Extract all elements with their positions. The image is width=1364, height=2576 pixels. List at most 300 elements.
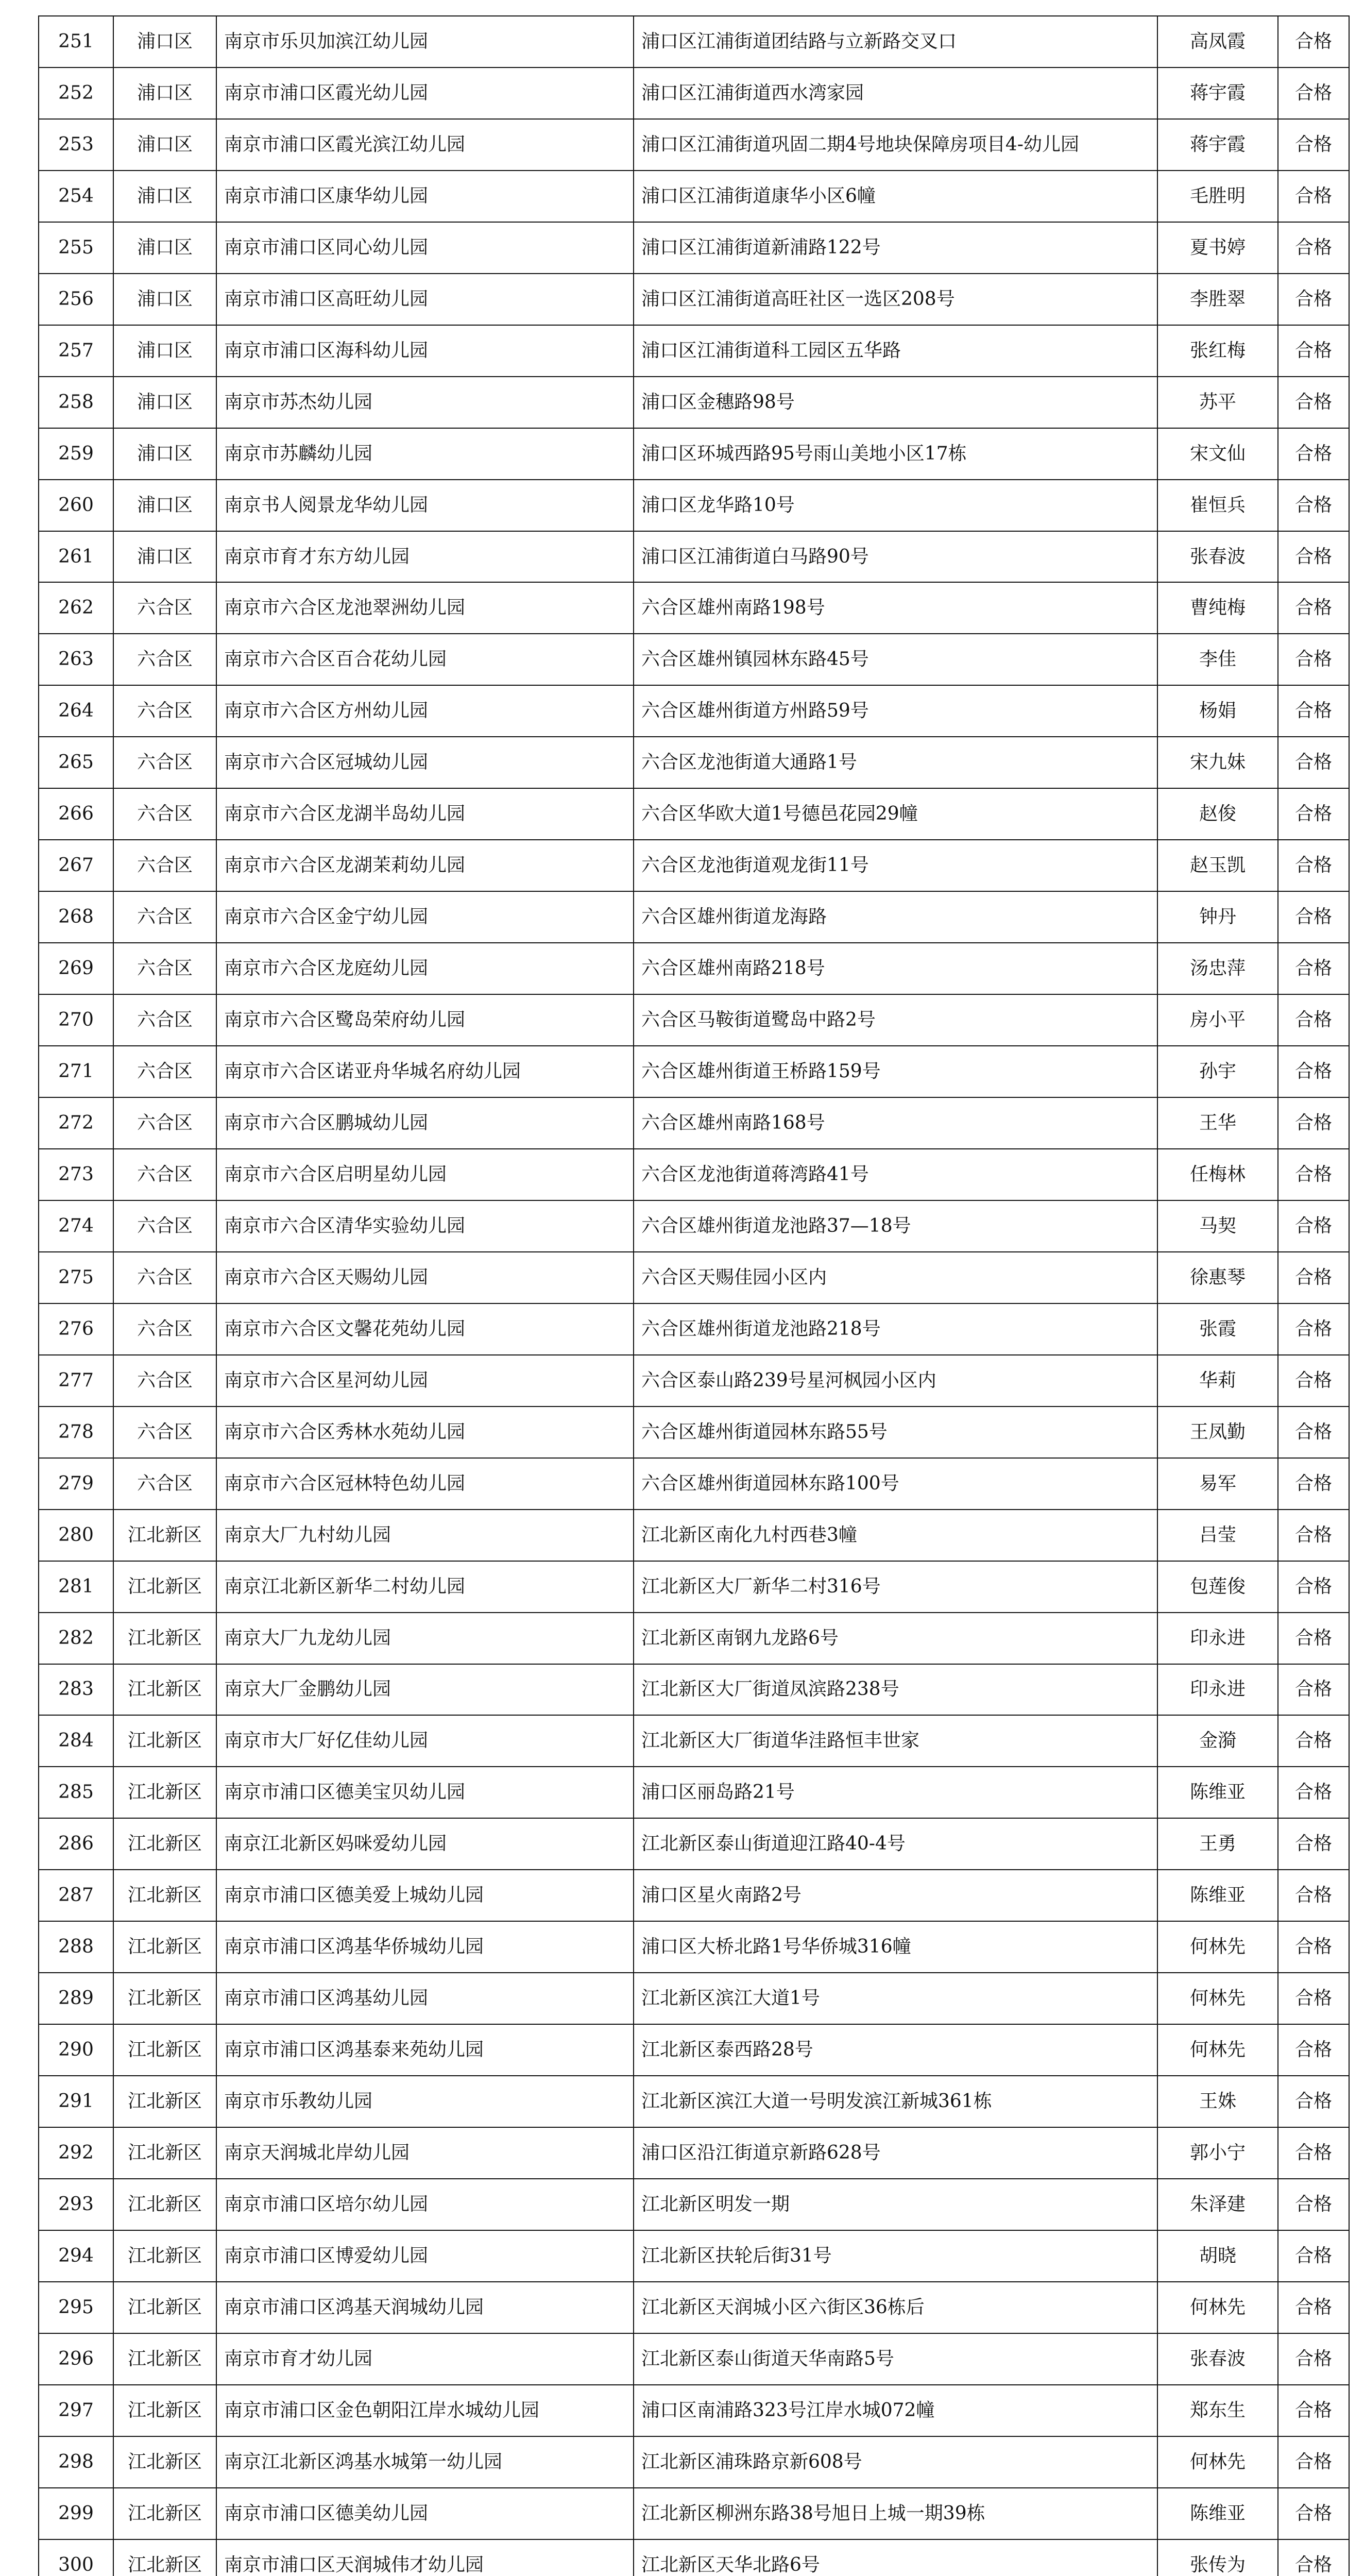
address-cell: 浦口区龙华路10号 bbox=[634, 480, 1157, 531]
address-cell: 浦口区南浦路323号江岸水城072幢 bbox=[634, 2385, 1157, 2436]
table-row bbox=[39, 531, 1349, 583]
district-cell: 六合区 bbox=[113, 1097, 216, 1149]
row-number-cell: 275 bbox=[39, 1252, 113, 1303]
table-row bbox=[39, 1355, 1349, 1406]
kindergarten-name-cell: 南京市浦口区高旺幼儿园 bbox=[216, 274, 634, 325]
address-cell: 六合区雄州街道方州路59号 bbox=[634, 685, 1157, 737]
table-row bbox=[39, 1870, 1349, 1921]
kindergarten-name-cell: 南京市浦口区霞光滨江幼儿园 bbox=[216, 119, 634, 171]
result-cell: 合格 bbox=[1278, 685, 1349, 737]
district-cell: 浦口区 bbox=[113, 171, 216, 222]
principal-cell: 易军 bbox=[1157, 1458, 1278, 1510]
row-number-cell: 261 bbox=[39, 531, 113, 583]
result-cell: 合格 bbox=[1278, 2539, 1349, 2576]
result-cell: 合格 bbox=[1278, 1510, 1349, 1561]
principal-cell: 陈维亚 bbox=[1157, 1767, 1278, 1818]
district-cell: 江北新区 bbox=[113, 1613, 216, 1664]
kindergarten-name-cell: 南京市浦口区鸿基华侨城幼儿园 bbox=[216, 1921, 634, 1973]
kindergarten-name-cell: 南京天润城北岸幼儿园 bbox=[216, 2127, 634, 2179]
kindergarten-name-cell: 南京市六合区冠林特色幼儿园 bbox=[216, 1458, 634, 1510]
principal-cell: 吕莹 bbox=[1157, 1510, 1278, 1561]
principal-cell: 何林先 bbox=[1157, 2282, 1278, 2333]
address-cell: 六合区龙池街道观龙街11号 bbox=[634, 840, 1157, 891]
table-row bbox=[39, 2436, 1349, 2488]
row-number-cell: 286 bbox=[39, 1818, 113, 1870]
table-row bbox=[39, 1458, 1349, 1510]
table-row bbox=[39, 1818, 1349, 1870]
address-cell: 江北新区大厂街道凤滨路238号 bbox=[634, 1664, 1157, 1716]
address-cell: 六合区雄州南路168号 bbox=[634, 1097, 1157, 1149]
result-cell: 合格 bbox=[1278, 1664, 1349, 1716]
row-number-cell: 281 bbox=[39, 1561, 113, 1613]
table-row bbox=[39, 325, 1349, 377]
district-cell: 六合区 bbox=[113, 1149, 216, 1200]
row-number-cell: 270 bbox=[39, 994, 113, 1046]
district-cell: 六合区 bbox=[113, 634, 216, 685]
district-cell: 六合区 bbox=[113, 737, 216, 788]
result-cell: 合格 bbox=[1278, 16, 1349, 67]
row-number-cell: 269 bbox=[39, 943, 113, 994]
kindergarten-name-cell: 南京市六合区龙池翠洲幼儿园 bbox=[216, 582, 634, 634]
kindergarten-name-cell: 南京市六合区天赐幼儿园 bbox=[216, 1252, 634, 1303]
principal-cell: 郑东生 bbox=[1157, 2385, 1278, 2436]
kindergarten-name-cell: 南京大厂九龙幼儿园 bbox=[216, 1613, 634, 1664]
district-cell: 浦口区 bbox=[113, 377, 216, 428]
row-number-cell: 265 bbox=[39, 737, 113, 788]
district-cell: 六合区 bbox=[113, 1458, 216, 1510]
district-cell: 江北新区 bbox=[113, 2436, 216, 2488]
document-page bbox=[38, 15, 1349, 2576]
district-cell: 江北新区 bbox=[113, 2488, 216, 2539]
result-cell: 合格 bbox=[1278, 1715, 1349, 1767]
row-number-cell: 258 bbox=[39, 377, 113, 428]
table-row bbox=[39, 2282, 1349, 2333]
row-number-cell: 292 bbox=[39, 2127, 113, 2179]
row-number-cell: 299 bbox=[39, 2488, 113, 2539]
result-cell: 合格 bbox=[1278, 2179, 1349, 2230]
district-cell: 浦口区 bbox=[113, 16, 216, 67]
principal-cell: 王姝 bbox=[1157, 2076, 1278, 2127]
kindergarten-name-cell: 南京市六合区文馨花苑幼儿园 bbox=[216, 1303, 634, 1355]
address-cell: 六合区雄州镇园林东路45号 bbox=[634, 634, 1157, 685]
kindergarten-name-cell: 南京江北新区妈咪爱幼儿园 bbox=[216, 1818, 634, 1870]
district-cell: 六合区 bbox=[113, 943, 216, 994]
principal-cell: 张春波 bbox=[1157, 2333, 1278, 2385]
district-cell: 浦口区 bbox=[113, 274, 216, 325]
kindergarten-name-cell: 南京市大厂好亿佳幼儿园 bbox=[216, 1715, 634, 1767]
table-row bbox=[39, 1097, 1349, 1149]
row-number-cell: 266 bbox=[39, 788, 113, 840]
row-number-cell: 254 bbox=[39, 171, 113, 222]
row-number-cell: 295 bbox=[39, 2282, 113, 2333]
principal-cell: 王凤勤 bbox=[1157, 1406, 1278, 1458]
kindergarten-name-cell: 南京市浦口区德美爱上城幼儿园 bbox=[216, 1870, 634, 1921]
table-row bbox=[39, 840, 1349, 891]
table-row bbox=[39, 16, 1349, 67]
address-cell: 浦口区大桥北路1号华侨城316幢 bbox=[634, 1921, 1157, 1973]
principal-cell: 陈维亚 bbox=[1157, 2488, 1278, 2539]
district-cell: 江北新区 bbox=[113, 1767, 216, 1818]
principal-cell: 赵俊 bbox=[1157, 788, 1278, 840]
district-cell: 江北新区 bbox=[113, 2076, 216, 2127]
principal-cell: 金漪 bbox=[1157, 1715, 1278, 1767]
district-cell: 江北新区 bbox=[113, 2179, 216, 2230]
row-number-cell: 297 bbox=[39, 2385, 113, 2436]
address-cell: 六合区雄州南路198号 bbox=[634, 582, 1157, 634]
row-number-cell: 259 bbox=[39, 428, 113, 480]
kindergarten-name-cell: 南京市浦口区鸿基天润城幼儿园 bbox=[216, 2282, 634, 2333]
district-cell: 六合区 bbox=[113, 994, 216, 1046]
result-cell: 合格 bbox=[1278, 1303, 1349, 1355]
kindergarten-name-cell: 南京市六合区金宁幼儿园 bbox=[216, 891, 634, 943]
result-cell: 合格 bbox=[1278, 274, 1349, 325]
result-cell: 合格 bbox=[1278, 2488, 1349, 2539]
address-cell: 浦口区丽岛路21号 bbox=[634, 1767, 1157, 1818]
result-cell: 合格 bbox=[1278, 634, 1349, 685]
result-cell: 合格 bbox=[1278, 171, 1349, 222]
principal-cell: 房小平 bbox=[1157, 994, 1278, 1046]
row-number-cell: 262 bbox=[39, 582, 113, 634]
district-cell: 六合区 bbox=[113, 1046, 216, 1097]
row-number-cell: 253 bbox=[39, 119, 113, 171]
district-cell: 六合区 bbox=[113, 788, 216, 840]
table-row bbox=[39, 1406, 1349, 1458]
kindergarten-name-cell: 南京市浦口区培尔幼儿园 bbox=[216, 2179, 634, 2230]
address-cell: 六合区雄州南路218号 bbox=[634, 943, 1157, 994]
table-row bbox=[39, 2333, 1349, 2385]
principal-cell: 陈维亚 bbox=[1157, 1870, 1278, 1921]
table-row bbox=[39, 2539, 1349, 2576]
row-number-cell: 256 bbox=[39, 274, 113, 325]
district-cell: 江北新区 bbox=[113, 1818, 216, 1870]
address-cell: 江北新区南钢九龙路6号 bbox=[634, 1613, 1157, 1664]
kindergarten-name-cell: 南京市浦口区鸿基泰来苑幼儿园 bbox=[216, 2024, 634, 2076]
district-cell: 六合区 bbox=[113, 685, 216, 737]
row-number-cell: 300 bbox=[39, 2539, 113, 2576]
kindergarten-name-cell: 南京市六合区清华实验幼儿园 bbox=[216, 1200, 634, 1252]
result-cell: 合格 bbox=[1278, 480, 1349, 531]
district-cell: 浦口区 bbox=[113, 531, 216, 583]
address-cell: 浦口区江浦街道康华小区6幢 bbox=[634, 171, 1157, 222]
result-cell: 合格 bbox=[1278, 2230, 1349, 2282]
result-cell: 合格 bbox=[1278, 1046, 1349, 1097]
address-cell: 六合区天赐佳园小区内 bbox=[634, 1252, 1157, 1303]
row-number-cell: 268 bbox=[39, 891, 113, 943]
principal-cell: 包莲俊 bbox=[1157, 1561, 1278, 1613]
principal-cell: 何林先 bbox=[1157, 2436, 1278, 2488]
row-number-cell: 293 bbox=[39, 2179, 113, 2230]
row-number-cell: 285 bbox=[39, 1767, 113, 1818]
address-cell: 六合区华欧大道1号德邑花园29幢 bbox=[634, 788, 1157, 840]
address-cell: 江北新区滨江大道一号明发滨江新城361栋 bbox=[634, 2076, 1157, 2127]
result-cell: 合格 bbox=[1278, 840, 1349, 891]
principal-cell: 李佳 bbox=[1157, 634, 1278, 685]
table-row bbox=[39, 943, 1349, 994]
kindergarten-name-cell: 南京市六合区龙湖半岛幼儿园 bbox=[216, 788, 634, 840]
district-cell: 六合区 bbox=[113, 1303, 216, 1355]
kindergarten-name-cell: 南京市浦口区金色朝阳江岸水城幼儿园 bbox=[216, 2385, 634, 2436]
table-row bbox=[39, 1046, 1349, 1097]
principal-cell: 马契 bbox=[1157, 1200, 1278, 1252]
principal-cell: 王勇 bbox=[1157, 1818, 1278, 1870]
principal-cell: 何林先 bbox=[1157, 1973, 1278, 2024]
address-cell: 浦口区星火南路2号 bbox=[634, 1870, 1157, 1921]
kindergarten-name-cell: 南京市六合区星河幼儿园 bbox=[216, 1355, 634, 1406]
result-cell: 合格 bbox=[1278, 2436, 1349, 2488]
district-cell: 浦口区 bbox=[113, 480, 216, 531]
district-cell: 浦口区 bbox=[113, 119, 216, 171]
row-number-cell: 288 bbox=[39, 1921, 113, 1973]
address-cell: 浦口区江浦街道巩固二期4号地块保障房项目4-幼儿园 bbox=[634, 119, 1157, 171]
table-row bbox=[39, 377, 1349, 428]
table-row bbox=[39, 1715, 1349, 1767]
principal-cell: 朱泽建 bbox=[1157, 2179, 1278, 2230]
principal-cell: 印永进 bbox=[1157, 1664, 1278, 1716]
principal-cell: 杨娟 bbox=[1157, 685, 1278, 737]
row-number-cell: 251 bbox=[39, 16, 113, 67]
result-cell: 合格 bbox=[1278, 1458, 1349, 1510]
principal-cell: 毛胜明 bbox=[1157, 171, 1278, 222]
row-number-cell: 267 bbox=[39, 840, 113, 891]
principal-cell: 张传为 bbox=[1157, 2539, 1278, 2576]
district-cell: 江北新区 bbox=[113, 1561, 216, 1613]
table-row bbox=[39, 480, 1349, 531]
table-row bbox=[39, 2127, 1349, 2179]
table-row bbox=[39, 2024, 1349, 2076]
result-cell: 合格 bbox=[1278, 1921, 1349, 1973]
district-cell: 江北新区 bbox=[113, 2539, 216, 2576]
principal-cell: 印永进 bbox=[1157, 1613, 1278, 1664]
kindergarten-name-cell: 南京市乐贝加滨江幼儿园 bbox=[216, 16, 634, 67]
row-number-cell: 277 bbox=[39, 1355, 113, 1406]
row-number-cell: 273 bbox=[39, 1149, 113, 1200]
principal-cell: 赵玉凯 bbox=[1157, 840, 1278, 891]
district-cell: 江北新区 bbox=[113, 1870, 216, 1921]
district-cell: 浦口区 bbox=[113, 428, 216, 480]
row-number-cell: 271 bbox=[39, 1046, 113, 1097]
address-cell: 六合区马鞍街道鹭岛中路2号 bbox=[634, 994, 1157, 1046]
result-cell: 合格 bbox=[1278, 943, 1349, 994]
address-cell: 六合区雄州街道王桥路159号 bbox=[634, 1046, 1157, 1097]
kindergarten-name-cell: 南京市浦口区鸿基幼儿园 bbox=[216, 1973, 634, 2024]
row-number-cell: 296 bbox=[39, 2333, 113, 2385]
table-row bbox=[39, 274, 1349, 325]
district-cell: 六合区 bbox=[113, 1252, 216, 1303]
kindergarten-name-cell: 南京市浦口区德美宝贝幼儿园 bbox=[216, 1767, 634, 1818]
address-cell: 六合区泰山路239号星河枫园小区内 bbox=[634, 1355, 1157, 1406]
address-cell: 浦口区江浦街道白马路90号 bbox=[634, 531, 1157, 583]
result-cell: 合格 bbox=[1278, 2385, 1349, 2436]
result-cell: 合格 bbox=[1278, 1561, 1349, 1613]
table-row bbox=[39, 2230, 1349, 2282]
principal-cell: 宋文仙 bbox=[1157, 428, 1278, 480]
district-cell: 江北新区 bbox=[113, 2333, 216, 2385]
kindergarten-name-cell: 南京市六合区方州幼儿园 bbox=[216, 685, 634, 737]
address-cell: 江北新区滨江大道1号 bbox=[634, 1973, 1157, 2024]
district-cell: 江北新区 bbox=[113, 2282, 216, 2333]
kindergarten-name-cell: 南京市苏杰幼儿园 bbox=[216, 377, 634, 428]
row-number-cell: 278 bbox=[39, 1406, 113, 1458]
district-cell: 江北新区 bbox=[113, 1973, 216, 2024]
row-number-cell: 272 bbox=[39, 1097, 113, 1149]
kindergarten-name-cell: 南京市六合区龙湖茉莉幼儿园 bbox=[216, 840, 634, 891]
principal-cell: 夏书婷 bbox=[1157, 222, 1278, 274]
principal-cell: 华莉 bbox=[1157, 1355, 1278, 1406]
table-row bbox=[39, 1149, 1349, 1200]
kindergarten-inspection-table bbox=[38, 15, 1350, 2576]
result-cell: 合格 bbox=[1278, 1818, 1349, 1870]
result-cell: 合格 bbox=[1278, 1149, 1349, 1200]
address-cell: 江北新区扶轮后街31号 bbox=[634, 2230, 1157, 2282]
principal-cell: 苏平 bbox=[1157, 377, 1278, 428]
kindergarten-name-cell: 南京市六合区冠城幼儿园 bbox=[216, 737, 634, 788]
table-row bbox=[39, 1200, 1349, 1252]
result-cell: 合格 bbox=[1278, 1200, 1349, 1252]
principal-cell: 钟丹 bbox=[1157, 891, 1278, 943]
result-cell: 合格 bbox=[1278, 1252, 1349, 1303]
result-cell: 合格 bbox=[1278, 1406, 1349, 1458]
table-row bbox=[39, 2385, 1349, 2436]
row-number-cell: 283 bbox=[39, 1664, 113, 1716]
kindergarten-name-cell: 南京市六合区百合花幼儿园 bbox=[216, 634, 634, 685]
district-cell: 浦口区 bbox=[113, 222, 216, 274]
table-row bbox=[39, 119, 1349, 171]
address-cell: 江北新区泰山街道迎江路40-4号 bbox=[634, 1818, 1157, 1870]
district-cell: 江北新区 bbox=[113, 1510, 216, 1561]
principal-cell: 张霞 bbox=[1157, 1303, 1278, 1355]
row-number-cell: 252 bbox=[39, 67, 113, 119]
table-row bbox=[39, 1561, 1349, 1613]
table-row bbox=[39, 1664, 1349, 1716]
kindergarten-name-cell: 南京市浦口区德美幼儿园 bbox=[216, 2488, 634, 2539]
kindergarten-name-cell: 南京市育才幼儿园 bbox=[216, 2333, 634, 2385]
result-cell: 合格 bbox=[1278, 994, 1349, 1046]
kindergarten-name-cell: 南京江北新区新华二村幼儿园 bbox=[216, 1561, 634, 1613]
address-cell: 江北新区明发一期 bbox=[634, 2179, 1157, 2230]
address-cell: 六合区龙池街道蒋湾路41号 bbox=[634, 1149, 1157, 1200]
result-cell: 合格 bbox=[1278, 67, 1349, 119]
row-number-cell: 255 bbox=[39, 222, 113, 274]
district-cell: 六合区 bbox=[113, 582, 216, 634]
table-row bbox=[39, 994, 1349, 1046]
table-row bbox=[39, 1252, 1349, 1303]
kindergarten-name-cell: 南京市六合区龙庭幼儿园 bbox=[216, 943, 634, 994]
result-cell: 合格 bbox=[1278, 2333, 1349, 2385]
address-cell: 江北新区柳洲东路38号旭日上城一期39栋 bbox=[634, 2488, 1157, 2539]
table-body bbox=[39, 16, 1349, 2576]
address-cell: 六合区雄州街道园林东路100号 bbox=[634, 1458, 1157, 1510]
row-number-cell: 263 bbox=[39, 634, 113, 685]
kindergarten-name-cell: 南京市浦口区霞光幼儿园 bbox=[216, 67, 634, 119]
row-number-cell: 274 bbox=[39, 1200, 113, 1252]
kindergarten-name-cell: 南京大厂九村幼儿园 bbox=[216, 1510, 634, 1561]
kindergarten-name-cell: 南京大厂金鹏幼儿园 bbox=[216, 1664, 634, 1716]
kindergarten-name-cell: 南京市六合区启明星幼儿园 bbox=[216, 1149, 634, 1200]
result-cell: 合格 bbox=[1278, 1870, 1349, 1921]
result-cell: 合格 bbox=[1278, 119, 1349, 171]
table-row bbox=[39, 737, 1349, 788]
district-cell: 浦口区 bbox=[113, 67, 216, 119]
address-cell: 江北新区天润城小区六街区36栋后 bbox=[634, 2282, 1157, 2333]
result-cell: 合格 bbox=[1278, 1355, 1349, 1406]
address-cell: 浦口区江浦街道新浦路122号 bbox=[634, 222, 1157, 274]
kindergarten-name-cell: 南京市育才东方幼儿园 bbox=[216, 531, 634, 583]
address-cell: 六合区龙池街道大通路1号 bbox=[634, 737, 1157, 788]
principal-cell: 何林先 bbox=[1157, 1921, 1278, 1973]
principal-cell: 张红梅 bbox=[1157, 325, 1278, 377]
table-row bbox=[39, 428, 1349, 480]
district-cell: 六合区 bbox=[113, 1406, 216, 1458]
result-cell: 合格 bbox=[1278, 891, 1349, 943]
row-number-cell: 289 bbox=[39, 1973, 113, 2024]
row-number-cell: 260 bbox=[39, 480, 113, 531]
principal-cell: 王华 bbox=[1157, 1097, 1278, 1149]
kindergarten-name-cell: 南京市六合区鹏城幼儿园 bbox=[216, 1097, 634, 1149]
kindergarten-name-cell: 南京江北新区鸿基水城第一幼儿园 bbox=[216, 2436, 634, 2488]
address-cell: 江北新区南化九村西巷3幢 bbox=[634, 1510, 1157, 1561]
kindergarten-name-cell: 南京书人阅景龙华幼儿园 bbox=[216, 480, 634, 531]
address-cell: 江北新区大厂街道华洼路恒丰世家 bbox=[634, 1715, 1157, 1767]
result-cell: 合格 bbox=[1278, 2024, 1349, 2076]
address-cell: 浦口区沿江街道京新路628号 bbox=[634, 2127, 1157, 2179]
table-row bbox=[39, 2076, 1349, 2127]
address-cell: 浦口区江浦街道西水湾家园 bbox=[634, 67, 1157, 119]
principal-cell: 汤忠萍 bbox=[1157, 943, 1278, 994]
row-number-cell: 291 bbox=[39, 2076, 113, 2127]
result-cell: 合格 bbox=[1278, 1973, 1349, 2024]
kindergarten-name-cell: 南京市浦口区康华幼儿园 bbox=[216, 171, 634, 222]
address-cell: 浦口区江浦街道科工园区五华路 bbox=[634, 325, 1157, 377]
district-cell: 江北新区 bbox=[113, 1715, 216, 1767]
table-row bbox=[39, 1510, 1349, 1561]
table-row bbox=[39, 171, 1349, 222]
address-cell: 六合区雄州街道龙海路 bbox=[634, 891, 1157, 943]
result-cell: 合格 bbox=[1278, 2127, 1349, 2179]
result-cell: 合格 bbox=[1278, 582, 1349, 634]
district-cell: 江北新区 bbox=[113, 1921, 216, 1973]
principal-cell: 宋九妹 bbox=[1157, 737, 1278, 788]
result-cell: 合格 bbox=[1278, 531, 1349, 583]
district-cell: 六合区 bbox=[113, 1200, 216, 1252]
district-cell: 江北新区 bbox=[113, 1664, 216, 1716]
result-cell: 合格 bbox=[1278, 788, 1349, 840]
principal-cell: 张春波 bbox=[1157, 531, 1278, 583]
principal-cell: 蒋宇霞 bbox=[1157, 119, 1278, 171]
table-row bbox=[39, 634, 1349, 685]
address-cell: 六合区雄州街道龙池路37—18号 bbox=[634, 1200, 1157, 1252]
kindergarten-name-cell: 南京市六合区鹭岛荣府幼儿园 bbox=[216, 994, 634, 1046]
result-cell: 合格 bbox=[1278, 428, 1349, 480]
row-number-cell: 279 bbox=[39, 1458, 113, 1510]
table-row bbox=[39, 222, 1349, 274]
table-row bbox=[39, 2179, 1349, 2230]
kindergarten-name-cell: 南京市浦口区同心幼儿园 bbox=[216, 222, 634, 274]
principal-cell: 胡晓 bbox=[1157, 2230, 1278, 2282]
table-row bbox=[39, 582, 1349, 634]
principal-cell: 任梅林 bbox=[1157, 1149, 1278, 1200]
result-cell: 合格 bbox=[1278, 325, 1349, 377]
row-number-cell: 282 bbox=[39, 1613, 113, 1664]
table-row bbox=[39, 685, 1349, 737]
kindergarten-name-cell: 南京市六合区诺亚舟华城名府幼儿园 bbox=[216, 1046, 634, 1097]
principal-cell: 崔恒兵 bbox=[1157, 480, 1278, 531]
district-cell: 江北新区 bbox=[113, 2024, 216, 2076]
address-cell: 浦口区江浦街道高旺社区一选区208号 bbox=[634, 274, 1157, 325]
table-row bbox=[39, 1613, 1349, 1664]
result-cell: 合格 bbox=[1278, 2282, 1349, 2333]
table-row bbox=[39, 1973, 1349, 2024]
address-cell: 六合区雄州街道园林东路55号 bbox=[634, 1406, 1157, 1458]
